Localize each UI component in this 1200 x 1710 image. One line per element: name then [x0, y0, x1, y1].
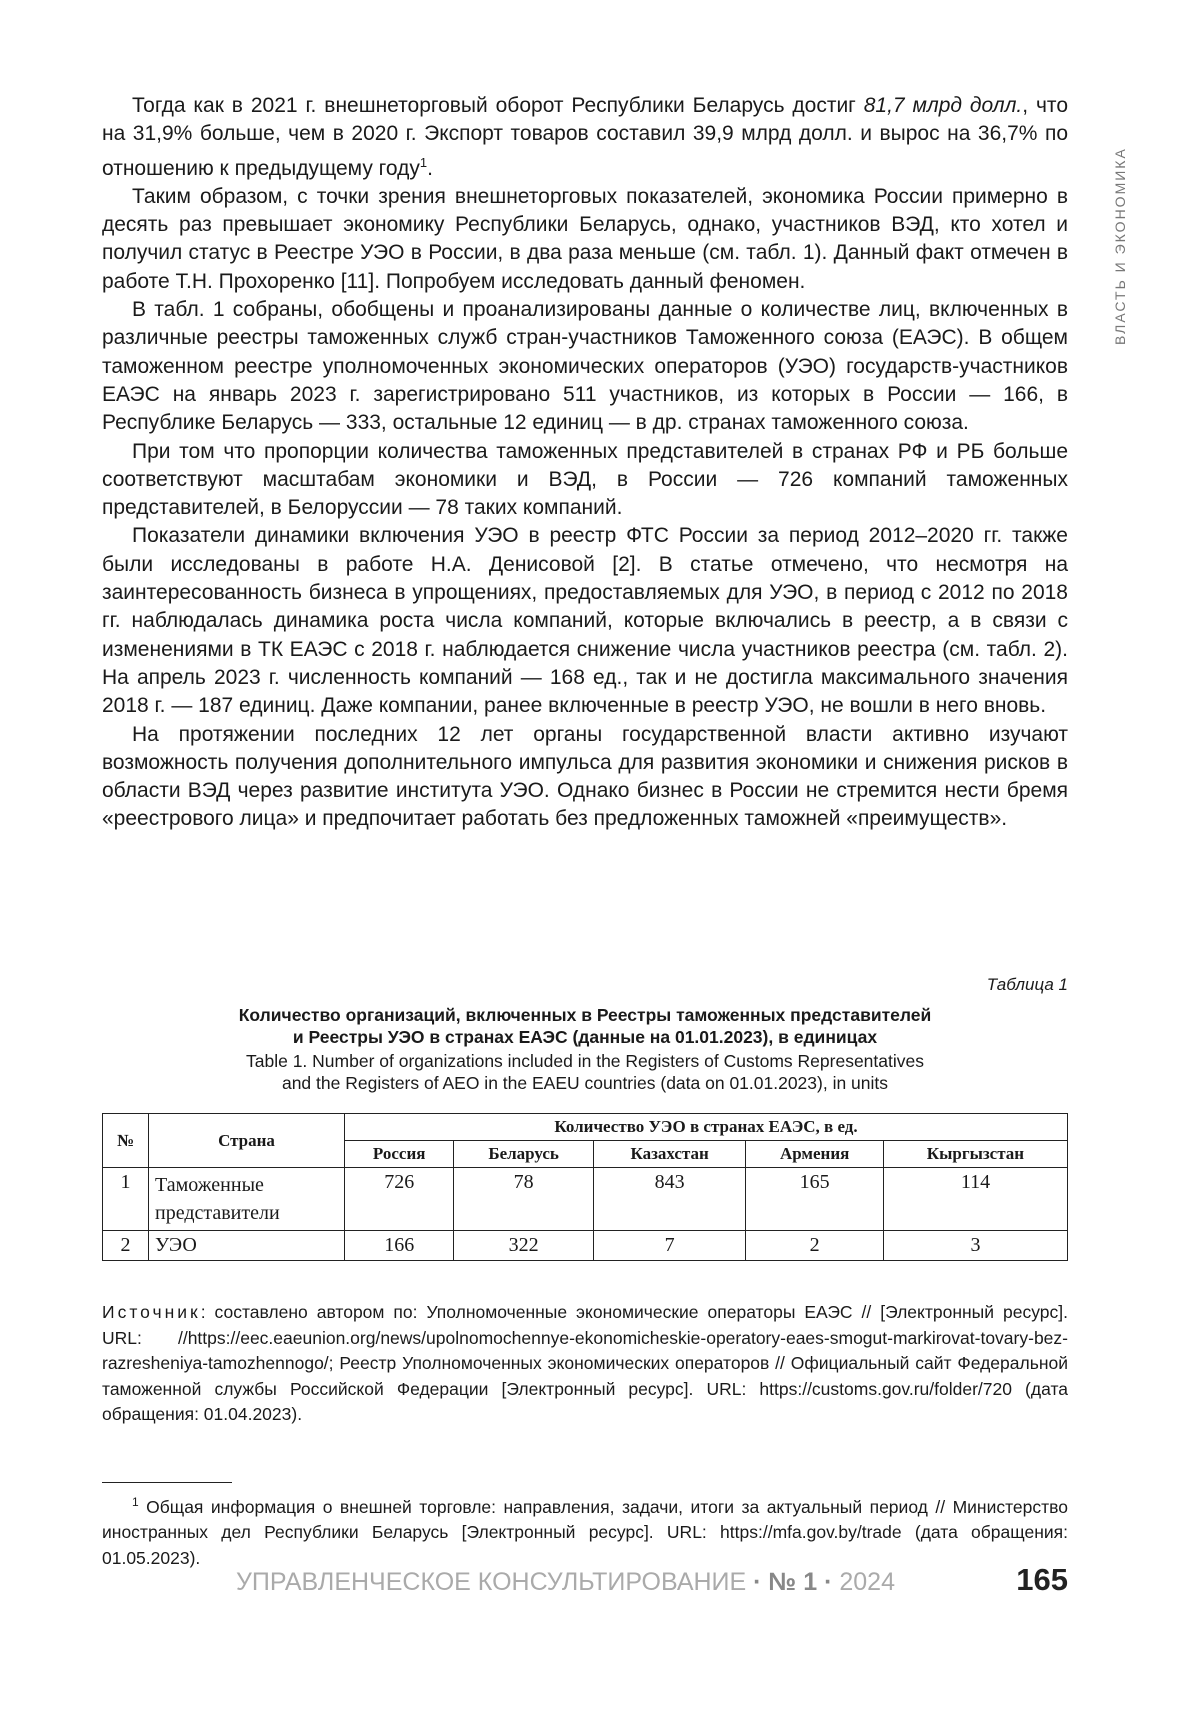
table-title — [102, 1004, 1068, 1048]
table-source — [102, 1300, 1068, 1428]
row-name: УЭО — [149, 1231, 345, 1261]
body-text — [102, 92, 1068, 834]
section-side-label — [1108, 95, 1134, 345]
header-number: № — [103, 1114, 149, 1168]
source-label: Источник — [102, 1302, 201, 1322]
row-name: Таможенные представители — [149, 1168, 345, 1231]
paragraph: Показатели динамики включения УЭО в реестр ФТС России за период 2012–2020 гг. также были исследованы в работе Н.А. Денисовой [2]. В статье отмечено, что несмотря на заинтересованность бизнеса в упрощениях, предоставляемых для УЭО, в период с 2012 по 2018 гг. наблюдалась динамика роста числа компаний, которые включались в реестр, а в связи с изменениями в ТК ЕАЭС с 2018 г. наблюдается снижение числа участников реестра (см. табл. 2). На апрель 2023 г. численность компаний — 168 ед., так и не достигла максимального значения 2018 г. — 187 единиц. Даже компании, ранее включенные в реестр УЭО, не вошли в него вновь. — [102, 522, 1068, 720]
cell: 165 — [746, 1168, 884, 1231]
subtitle-line: and the Registers of AEO in the EAEU countries (data on 01.01.2023), in units — [102, 1072, 1068, 1094]
footnote-mark: 1 — [132, 1495, 139, 1509]
cell: 114 — [883, 1168, 1067, 1231]
table-label: Таблица 1 — [102, 975, 1068, 995]
paragraph: Таким образом, с точки зрения внешнеторговых показателей, экономика России примерно в десять раз превышает экономику Республики Беларусь, однако, участников ВЭД, кто хотел и получил статус в Реестре УЭО в России, в два раза меньше (см. табл. 1). Данный факт отмечен в работе Т.Н. Прохоренко [11]. Попробуем исследовать данный феномен. — [102, 183, 1068, 296]
header-group: Количество УЭО в странах ЕАЭС, в ед. — [345, 1114, 1068, 1141]
page-number: 165 — [1016, 1562, 1068, 1598]
source-text: : составлено автором по: Уполномоченные экономические операторы ЕАЭС // [Электронный ресурс]. URL: //https://eec.eaeunion.org/news/upolnomochennye-ekonomicheskie-operatory-eaes-smogut-markirovat-tovary-bez-razresheniya-tamozhennogo/; Реестр Уполномоченных экономических операторов // Официальный сайт Федеральной таможенной службы Российской Федерации [Электронный ресурс]. URL: https://customs.gov.ru/folder/720 (дата обращения: 01.04.2023). — [102, 1302, 1068, 1424]
side-label-text: ВЛАСТЬ И ЭКОНОМИКА — [1112, 147, 1128, 345]
text: Тогда как в 2021 г. внешнеторговый оборот Республики Беларусь достиг — [132, 94, 864, 117]
data-table — [102, 1113, 1068, 1261]
paragraph: При том что пропорции количества таможенных представителей в странах РФ и РБ больше соответствуют масштабам экономики и ВЭД, в России — 726 компаний таможенных представителей, в Белоруссии — 78 таких компаний. — [102, 438, 1068, 523]
cell: 166 — [345, 1231, 454, 1261]
footnote-ref[interactable]: 1 — [420, 155, 427, 170]
cell: 843 — [593, 1168, 745, 1231]
separator: · — [817, 1568, 839, 1596]
footnote — [102, 1490, 1068, 1571]
row-number: 1 — [103, 1168, 149, 1231]
cell: 78 — [454, 1168, 594, 1231]
title-line: и Реестры УЭО в странах ЕАЭС (данные на 01.01.2023), в единицах — [102, 1026, 1068, 1048]
cell: 3 — [883, 1231, 1067, 1261]
footnote-divider — [102, 1482, 232, 1483]
table-header-row — [103, 1114, 1068, 1141]
header-kazakhstan: Казахстан — [593, 1141, 745, 1168]
header-kyrgyzstan: Кыргызстан — [883, 1141, 1067, 1168]
journal-name: УПРАВЛЕНЧЕСКОЕ КОНСУЛЬТИРОВАНИЕ — [236, 1568, 746, 1596]
journal-footer — [236, 1568, 895, 1597]
header-armenia: Армения — [746, 1141, 884, 1168]
emphasis: 81,7 млрд долл. — [864, 94, 1023, 117]
paragraph: В табл. 1 собраны, обобщены и проанализированы данные о количестве лиц, включенных в различные реестры таможенных служб стран-участников Таможенного союза (ЕАЭС). В общем таможенном реестре уполномоченных экономических операторов (УЭО) государств-участников ЕАЭС на январь 2023 г. зарегистрировано 511 участников, из которых в России — 166, в Республике Беларусь — 333, остальные 12 единиц — в др. странах таможенного союза. — [102, 296, 1068, 437]
paragraph — [102, 92, 1068, 183]
issue-number: № 1 — [768, 1568, 817, 1596]
table-row — [103, 1168, 1068, 1231]
paragraph: На протяжении последних 12 лет органы государственной власти активно изучают возможность получения дополнительного импульса для развития экономики и снижения рисков в области ВЭД через развитие института УЭО. Однако бизнес в России не стремится нести бремя «реестрового лица» и предпочитает работать без предложенных таможней «преимуществ». — [102, 721, 1068, 834]
separator: · — [746, 1568, 768, 1596]
title-line: Количество организаций, включенных в Реестры таможенных представителей — [102, 1004, 1068, 1026]
row-number: 2 — [103, 1231, 149, 1261]
issue-year: 2024 — [839, 1568, 895, 1596]
table-subtitle — [102, 1050, 1068, 1094]
cell: 322 — [454, 1231, 594, 1261]
cell: 726 — [345, 1168, 454, 1231]
text: , что на 31,9% больше, чем в 2020 г. Экспорт товаров составил 39,9 млрд долл. и вырос на 36,7% по отношению к предыдущему году — [102, 94, 1068, 180]
header-belarus: Беларусь — [454, 1141, 594, 1168]
header-country: Страна — [149, 1114, 345, 1168]
footnote-text: Общая информация о внешней торговле: направления, задачи, итоги за актуальный период // Министерство иностранных дел Республики Беларусь [Электронный ресурс]. URL: https://mfa.gov.by/trade (дата обращения: 01.05.2023). — [102, 1497, 1068, 1568]
table-row — [103, 1231, 1068, 1261]
cell: 7 — [593, 1231, 745, 1261]
subtitle-line: Table 1. Number of organizations included in the Registers of Customs Representatives — [102, 1050, 1068, 1072]
text: . — [427, 157, 433, 180]
header-russia: Россия — [345, 1141, 454, 1168]
cell: 2 — [746, 1231, 884, 1261]
